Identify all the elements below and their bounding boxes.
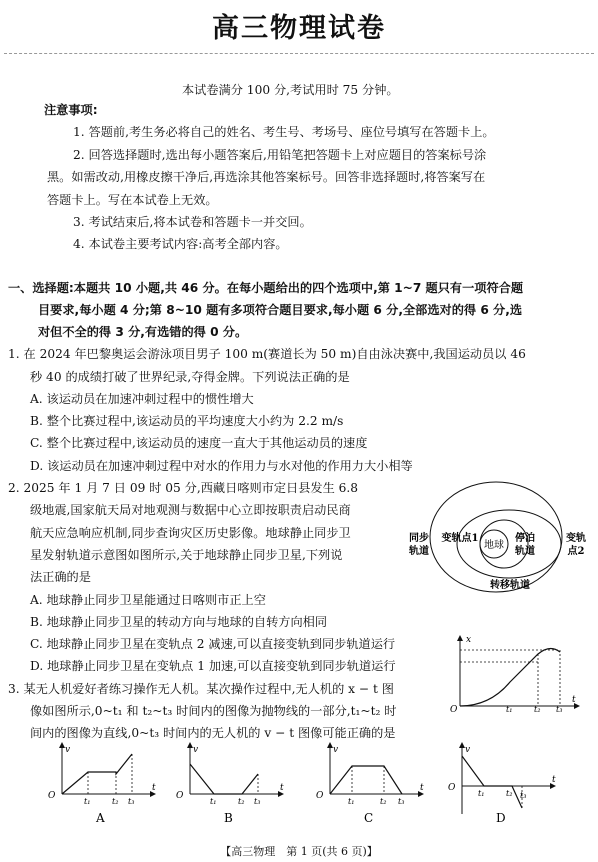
vt-line bbox=[62, 754, 132, 794]
tick-label: t₁ bbox=[210, 797, 217, 806]
origin-label: O bbox=[450, 705, 458, 712]
t-axis-label: t bbox=[152, 783, 156, 793]
xt-curve bbox=[460, 648, 560, 706]
q1-option-a: A. 该运动员在加速冲刺过程中的惯性增大 bbox=[30, 392, 254, 406]
tick-label: t₁ bbox=[478, 789, 485, 798]
q1-option-c: C. 整个比赛过程中,该运动员的速度一直大于其他运动员的速度 bbox=[30, 436, 368, 450]
option-label: D bbox=[496, 811, 506, 825]
t-axis-label: t bbox=[420, 783, 424, 793]
vt-graphs bbox=[40, 742, 590, 837]
q3-stem: 间内的图像为直线,0~t₃ 时间内的无人机的 v − t 图像可能正确的是 bbox=[30, 726, 396, 740]
transfer-point-2-label: 变轨 bbox=[566, 533, 586, 544]
t-axis-label: t bbox=[280, 783, 284, 793]
q2-option-b: B. 地球静止同步卫星的转动方向与地球的自转方向相同 bbox=[30, 615, 328, 629]
tick-label: t₃ bbox=[398, 797, 405, 806]
t-axis-label: t bbox=[572, 695, 576, 705]
tick-label: t₁ bbox=[506, 705, 513, 712]
tick-label: t₃ bbox=[556, 705, 563, 712]
q2-option-d: D. 地球静止同步卫星在变轨点 1 加速,可以直接变轨到同步轨道运行 bbox=[30, 659, 396, 673]
origin-label: O bbox=[48, 791, 56, 801]
vt-line bbox=[190, 764, 258, 794]
q2-option-a: A. 地球静止同步卫星能通过日喀则市正上空 bbox=[30, 593, 266, 607]
xt-graph bbox=[442, 632, 582, 712]
vt-graph-d bbox=[448, 742, 556, 825]
v-axis-label: v bbox=[333, 745, 339, 755]
sync-orbit-label: 同步 bbox=[409, 533, 429, 544]
q2-stem: 级地震,国家航天局对地观测与数据中心立即按职责启动民商 bbox=[30, 503, 351, 517]
q3-stem: 像如图所示,0~t₁ 和 t₂~t₃ 时间内的图像为抛物线的一部分,t₁~t₂ 时 bbox=[30, 704, 397, 718]
tick-label: t₁ bbox=[84, 797, 91, 806]
exam-info: 本试卷满分 100 分,考试用时 75 分钟。 bbox=[182, 83, 399, 97]
notice-item: 答题卡上。写在本试卷上无效。 bbox=[47, 193, 218, 207]
tick-label: t₂ bbox=[506, 789, 513, 798]
tick-label: t₂ bbox=[380, 797, 387, 806]
origin-label: O bbox=[448, 783, 456, 793]
v-axis-label: v bbox=[465, 745, 471, 755]
vt-line bbox=[330, 766, 402, 794]
tick-label: t₂ bbox=[238, 797, 245, 806]
q1-stem: 1. 在 2024 年巴黎奥运会游泳项目男子 100 m(赛道长为 50 m)自由泳决赛中,我国运动员以 46 bbox=[8, 347, 526, 361]
q2-option-c: C. 地球静止同步卫星在变轨点 2 减速,可以直接变轨到同步轨道运行 bbox=[30, 637, 396, 651]
origin-label: O bbox=[316, 791, 324, 801]
page-title: 高三物理试卷 bbox=[212, 13, 386, 44]
vt-graph-a bbox=[48, 742, 156, 825]
section-instruction: 目要求,每小题 4 分;第 8~10 题有多项符合题目要求,每小题 6 分,全部选对的得 6 分,选 bbox=[38, 303, 523, 317]
page-footer: 【高三物理 第 1 页(共 6 页)】 bbox=[220, 845, 378, 858]
transfer-orbit-label: 转移轨道 bbox=[490, 580, 530, 591]
title-divider bbox=[4, 53, 594, 54]
q1-option-d: D. 该运动员在加速冲刺过程中对水的作用力与水对他的作用力大小相等 bbox=[30, 459, 413, 473]
notice-item: 1. 答题前,考生务必将自己的姓名、考生号、考场号、座位号填写在答题卡上。 bbox=[73, 125, 495, 139]
transfer-point-1-label: 变轨点1 bbox=[441, 533, 479, 544]
option-label: A bbox=[96, 811, 105, 825]
tick-label: t₂ bbox=[112, 797, 119, 806]
t-axis-label: t bbox=[552, 775, 556, 785]
tick-label: t₃ bbox=[128, 797, 135, 806]
tick-label: t₂ bbox=[534, 705, 541, 712]
earth-label: 地球 bbox=[484, 540, 504, 551]
q2-stem: 法正确的是 bbox=[30, 570, 91, 584]
x-axis-arrow bbox=[457, 635, 463, 641]
q3-stem: 3. 某无人机爱好者练习操作无人机。某次操作过程中,无人机的 x − t 图 bbox=[8, 682, 394, 696]
vt-graph-b bbox=[176, 742, 284, 825]
notice-item: 3. 考试结束后,将本试卷和答题卡一并交回。 bbox=[73, 215, 312, 229]
x-axis-label: x bbox=[466, 635, 472, 645]
notice-item: 4. 本试卷主要考试内容:高考全部内容。 bbox=[73, 237, 288, 251]
option-label: C bbox=[364, 811, 374, 825]
section-instruction: 对但不全的得 3 分,有选错的得 0 分。 bbox=[38, 325, 248, 339]
q2-stem: 星发射轨道示意图如图所示,关于地球静止同步卫星,下列说 bbox=[30, 548, 343, 562]
q1-option-b: B. 整个比赛过程中,该运动员的平均速度大小约为 2.2 m/s bbox=[30, 414, 344, 428]
sync-orbit-label: 轨道 bbox=[409, 546, 429, 557]
section-instruction: 一、选择题:本题共 10 小题,共 46 分。在每小题给出的四个选项中,第 1~7 题只有一项符合题 bbox=[8, 281, 524, 295]
tick-label: t₃ bbox=[520, 791, 527, 800]
origin-label: O bbox=[176, 791, 184, 801]
orbit-diagram bbox=[404, 480, 596, 596]
q1-stem: 秒 40 的成绩打破了世界纪录,夺得金牌。下列说法正确的是 bbox=[30, 370, 350, 384]
q2-stem: 航天应急响应机制,同步查询灾区历史影像。地球静止同步卫 bbox=[30, 526, 351, 540]
notice-item: 黑。如需改动,用橡皮擦干净后,再选涂其他答案标号。回答非选择题时,将答案写在 bbox=[47, 170, 486, 184]
q2-stem: 2. 2025 年 1 月 7 日 09 时 05 分,西藏日喀则市定日县发生 6.8 bbox=[8, 481, 359, 495]
tick-label: t₁ bbox=[348, 797, 355, 806]
tick-label: t₃ bbox=[254, 797, 261, 806]
v-axis-label: v bbox=[65, 745, 71, 755]
transfer-point-2-label: 点2 bbox=[567, 546, 585, 557]
vt-line bbox=[462, 756, 522, 808]
option-label: B bbox=[224, 811, 233, 825]
notice-item: 2. 回答选择题时,选出每小题答案后,用铅笔把答题卡上对应题目的答案标号涂 bbox=[73, 148, 487, 162]
parking-orbit-label: 停泊 bbox=[515, 533, 535, 544]
parking-orbit-label: 轨道 bbox=[515, 546, 535, 557]
v-axis-label: v bbox=[193, 745, 199, 755]
notice-heading: 注意事项: bbox=[44, 103, 98, 117]
vt-graph-c bbox=[316, 742, 424, 825]
